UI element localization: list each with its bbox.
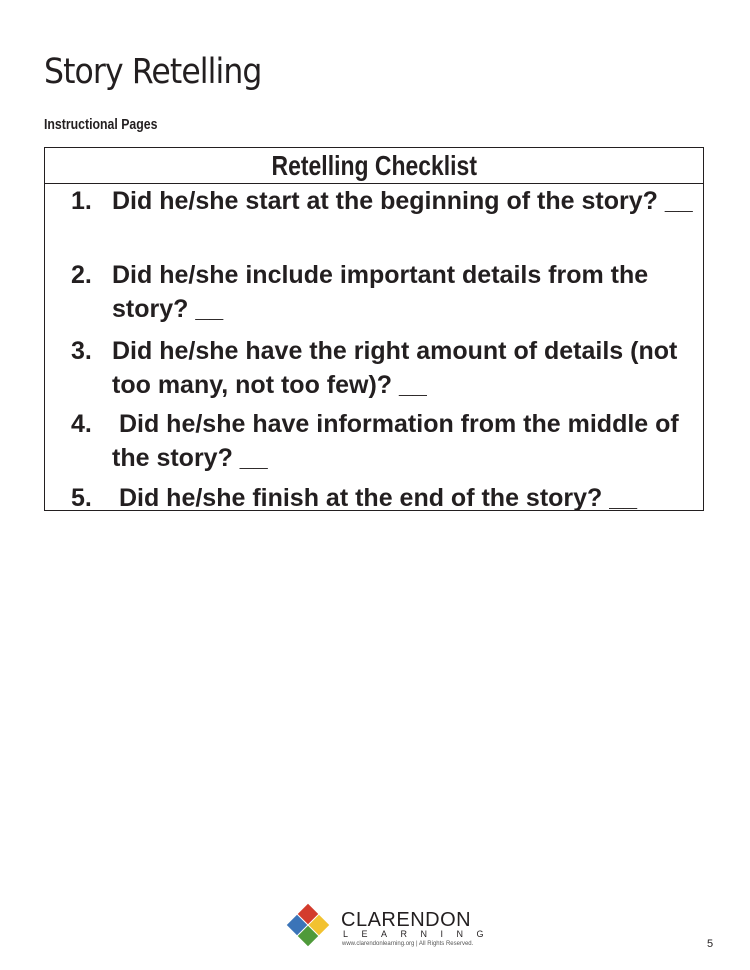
checklist-title: Retelling Checklist (45, 148, 703, 184)
item-text: Did he/she finish at the end of the story? __ (112, 484, 638, 512)
checklist-item (71, 481, 695, 515)
checklist-item (71, 184, 695, 218)
item-text: Did he/she have information from the middle of the story? __ (112, 410, 686, 472)
retelling-checklist (44, 147, 704, 511)
brand-name: CLARENDON (341, 909, 472, 931)
item-number: 4. (71, 410, 92, 438)
page-number: 5 (707, 938, 714, 950)
clarendon-puzzle-logo-icon (286, 903, 330, 947)
item-text: Did he/she have the right amount of details (not too many, not too few)? __ (112, 337, 678, 399)
footer-url: www.clarendonlearning.org | All Rights Reserved. (342, 941, 474, 947)
page-title: Story Retelling (44, 52, 262, 92)
checklist-item (71, 407, 695, 475)
item-number: 2. (71, 261, 92, 289)
item-text: Did he/she include important details from the story? __ (112, 261, 649, 323)
item-number: 3. (71, 337, 92, 365)
item-number: 5. (71, 484, 92, 512)
checklist-item (71, 258, 695, 326)
brand-subname: LEARNING (343, 929, 498, 939)
item-text: Did he/she start at the beginning of the story? __ (112, 187, 693, 215)
checklist-item (71, 334, 695, 402)
item-number: 1. (71, 187, 92, 215)
section-subtitle: Instructional Pages (44, 116, 158, 133)
